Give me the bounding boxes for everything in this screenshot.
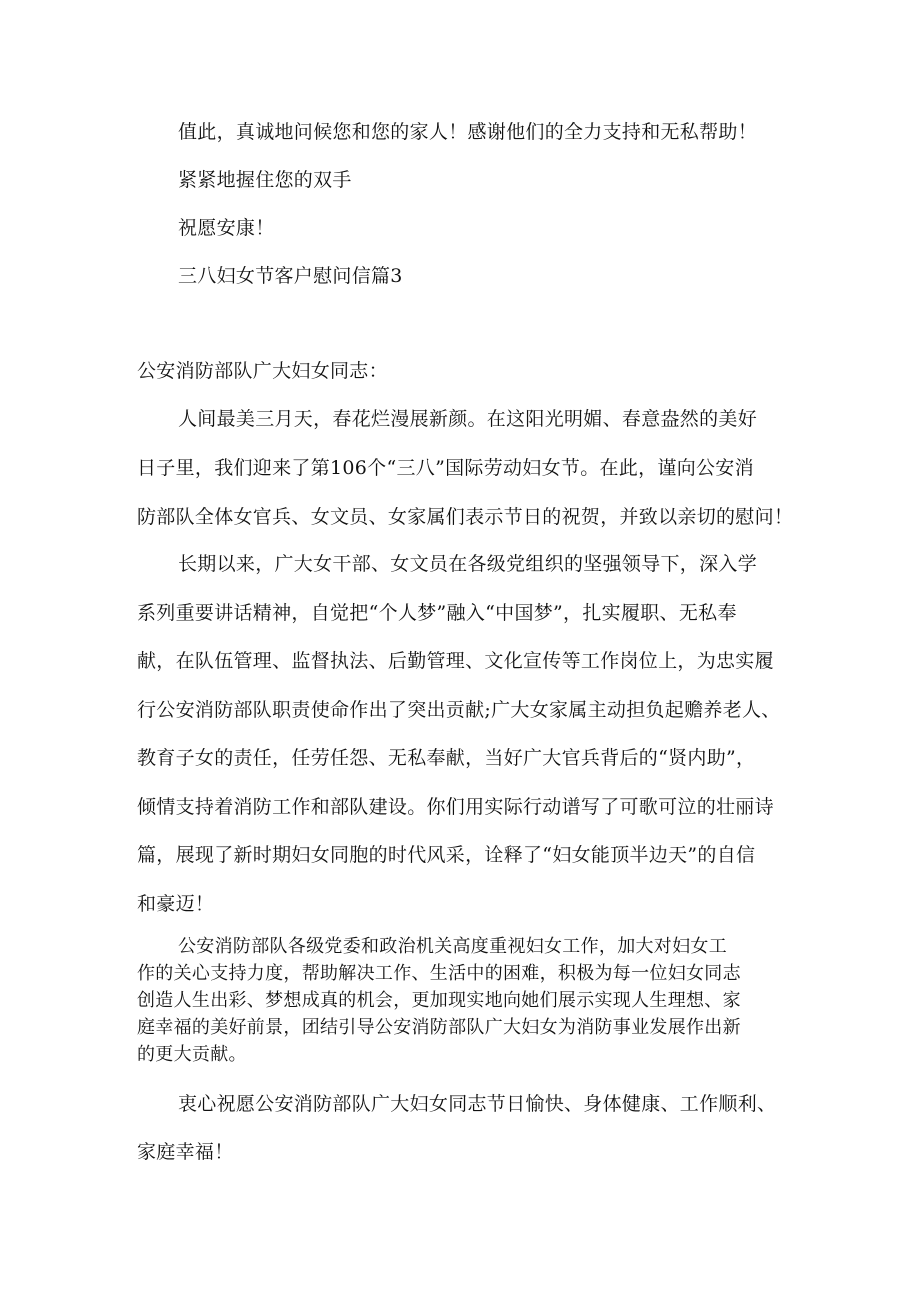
paragraph-line: 公安消防部队各级党委和政治机关高度重视妇女工作，加大对妇女工 bbox=[178, 936, 727, 957]
paragraph-line: 家庭幸福！ bbox=[137, 1141, 234, 1163]
paragraph-line: 日子里，我们迎来了第106个“三八”国际劳动妇女节。在此，谨向公安消 bbox=[137, 457, 754, 479]
closing-line: 紧紧地握住您的双手 bbox=[178, 169, 352, 191]
paragraph-line: 和豪迈！ bbox=[137, 893, 215, 915]
paragraph-line: 作的关心支持力度，帮助解决工作、生活中的困难，积极为每一位妇女同志 bbox=[137, 963, 741, 984]
paragraph-line: 防部队全体女官兵、女文员、女家属们表示节日的祝贺，并致以亲切的慰问！ bbox=[137, 506, 794, 528]
paragraph-line: 篇，展现了新时期妇女同胞的时代风采，诠释了“妇女能顶半边天”的自信 bbox=[137, 844, 756, 866]
paragraph-line: 人间最美三月天，春花烂漫展新颜。在这阳光明媚、春意盎然的美好 bbox=[178, 408, 758, 430]
closing-line: 祝愿安康！ bbox=[178, 217, 275, 239]
paragraph-line: 衷心祝愿公安消防部队广大妇女同志节日愉快、身体健康、工作顺利、 bbox=[178, 1093, 777, 1115]
paragraph-line: 长期以来，广大女干部、女文员在各级党组织的坚强领导下，深入学 bbox=[178, 553, 758, 575]
paragraph-line: 行公安消防部队职责使命作出了突出贡献;广大女家属主动担负起赡养老人、 bbox=[137, 699, 781, 721]
paragraph-line: 教育子女的责任，任劳任怨、无私奉献，当好广大官兵背后的“贤内助”， bbox=[137, 747, 756, 769]
paragraph-line: 创造人生出彩、梦想成真的机会，更加现实地向她们展示实现人生理想、家 bbox=[137, 990, 741, 1011]
paragraph-line: 的更大贡献。 bbox=[137, 1044, 247, 1065]
paragraph-line: 庭幸福的美好前景，团结引导公安消防部队广大妇女为消防事业发展作出新 bbox=[137, 1017, 741, 1038]
paragraph-line: 倾情支持着消防工作和部队建设。你们用实际行动谱写了可歌可泣的壮丽诗 bbox=[137, 796, 774, 818]
salutation: 公安消防部队广大妇女同志： bbox=[137, 360, 388, 382]
paragraph-line: 献，在队伍管理、监督执法、后勤管理、文化宣传等工作岗位上，为忠实履 bbox=[137, 650, 774, 672]
closing-line: 值此，真诚地问候您和您的家人！感谢他们的全力支持和无私帮助！ bbox=[178, 121, 758, 143]
paragraph-line: 系列重要讲话精神，自觉把“个人梦”融入“中国梦”，扎实履职、无私奉 bbox=[137, 602, 737, 624]
section-heading: 三八妇女节客户慰问信篇3 bbox=[178, 265, 403, 287]
